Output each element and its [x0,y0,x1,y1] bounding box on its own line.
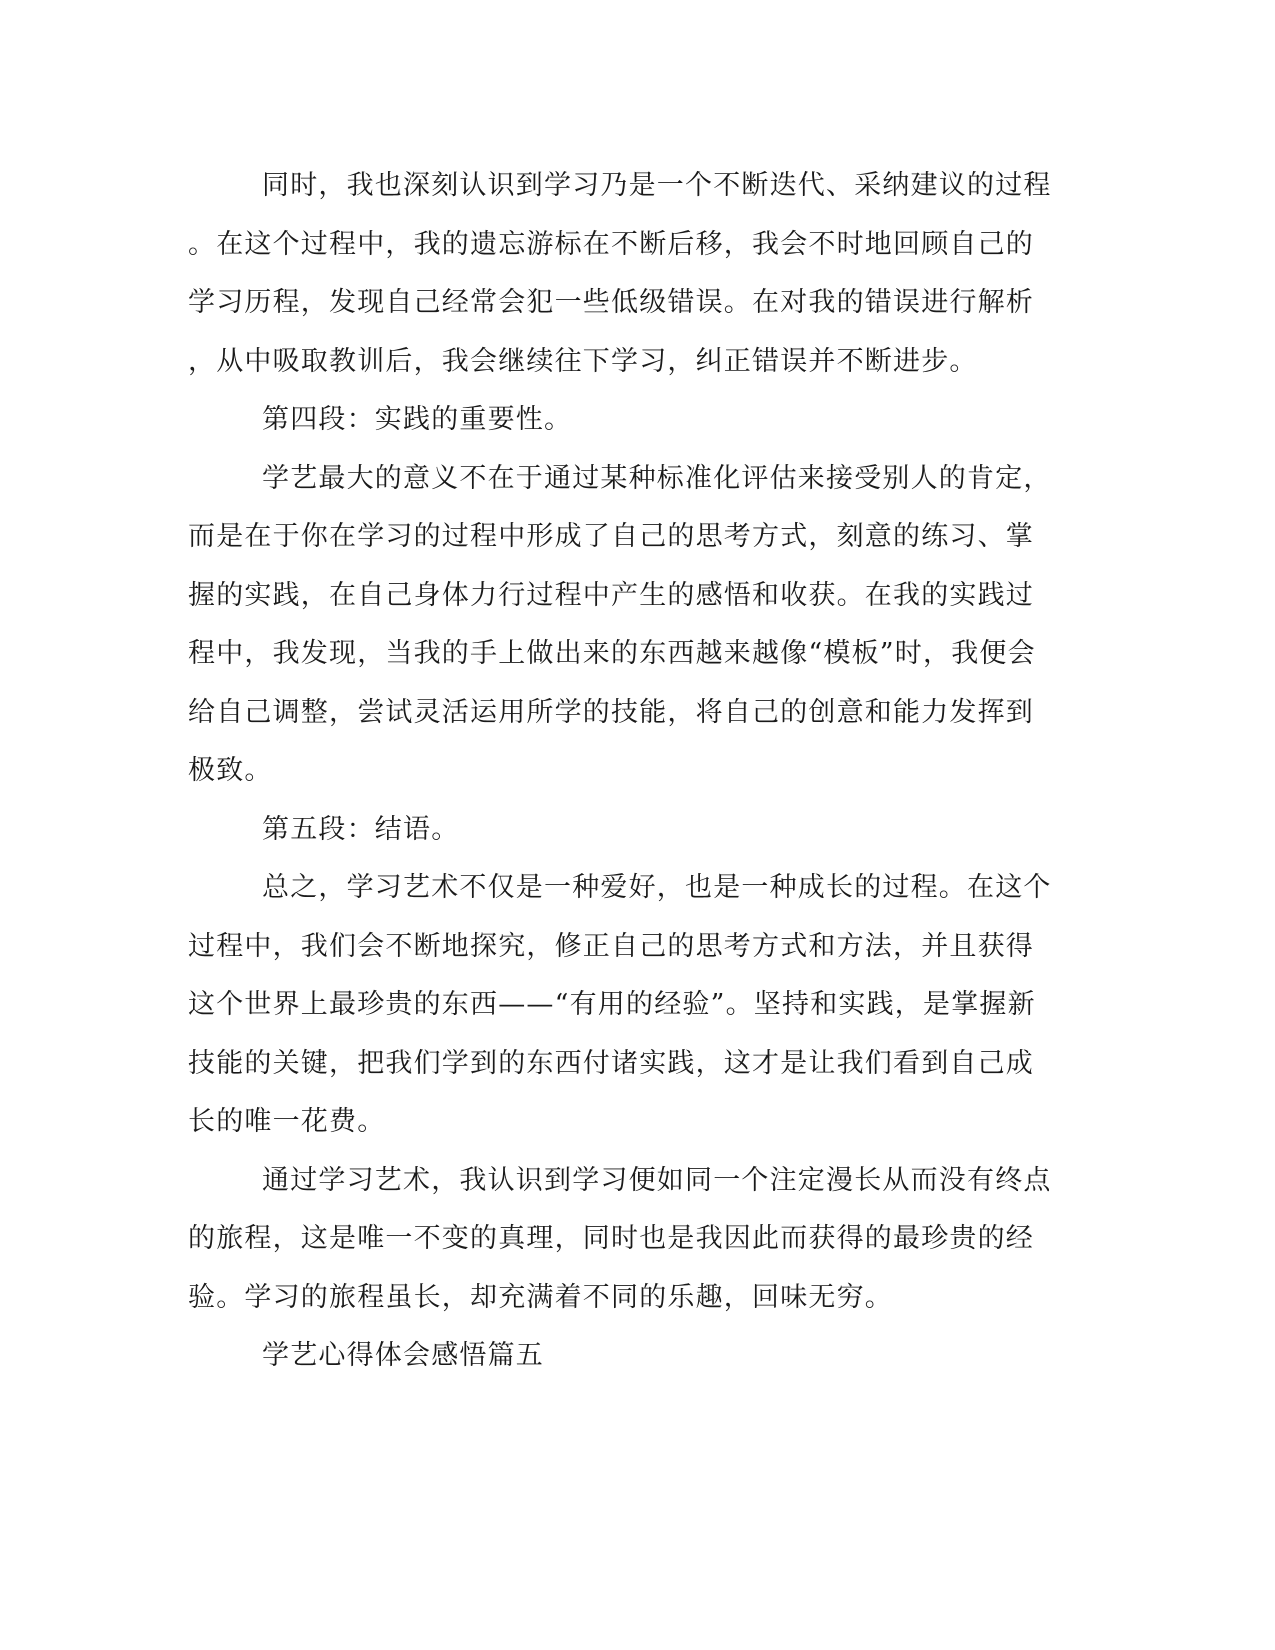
text-line: 学习历程，发现自己经常会犯一些低级错误。在对我的错误进行解析 [188,287,1034,318]
text-line: 技能的关键，把我们学到的东西付诸实践，这才是让我们看到自己成 [188,1048,1034,1079]
section-heading: 学艺心得体会感悟篇五 [262,1340,544,1371]
text-line: 。在这个过程中，我的遗忘游标在不断后移，我会不时地回顾自己的 [188,229,1034,260]
text-line: 过程中，我们会不断地探究，修正自己的思考方式和方法，并且获得 [188,931,1034,962]
text-line: 总之，学习艺术不仅是一种爱好，也是一种成长的过程。在这个 [262,872,1052,903]
text-line: 程中，我发现，当我的手上做出来的东西越来越像“模板”时，我便会 [188,638,1036,669]
text-line: 的旅程，这是唯一不变的真理，同时也是我因此而获得的最珍贵的经 [188,1223,1034,1254]
section-heading: 第五段：结语。 [262,814,460,845]
text-line: 而是在于你在学习的过程中形成了自己的思考方式，刻意的练习、掌 [188,521,1034,552]
text-line: 长的唯一花费。 [188,1106,386,1137]
text-line: 极致。 [188,755,273,786]
text-line: 验。学习的旅程虽长，却充满着不同的乐趣，回味无穷。 [188,1282,893,1313]
text-line: 给自己调整，尝试灵活运用所学的技能，将自己的创意和能力发挥到 [188,697,1034,728]
text-line: 学艺最大的意义不在于通过某种标准化评估来接受别人的肯定， [262,463,1052,494]
text-line: 这个世界上最珍贵的东西——“有用的经验”。坚持和实践，是掌握新 [188,989,1036,1020]
text-line: ，从中吸取教训后，我会继续往下学习，纠正错误并不断进步。 [188,346,978,377]
text-line: 通过学习艺术，我认识到学习便如同一个注定漫长从而没有终点 [262,1165,1052,1196]
text-line: 握的实践，在自己身体力行过程中产生的感悟和收获。在我的实践过 [188,580,1034,611]
text-line: 同时，我也深刻认识到学习乃是一个不断迭代、采纳建议的过程 [262,170,1052,201]
section-heading: 第四段：实践的重要性。 [262,404,573,435]
